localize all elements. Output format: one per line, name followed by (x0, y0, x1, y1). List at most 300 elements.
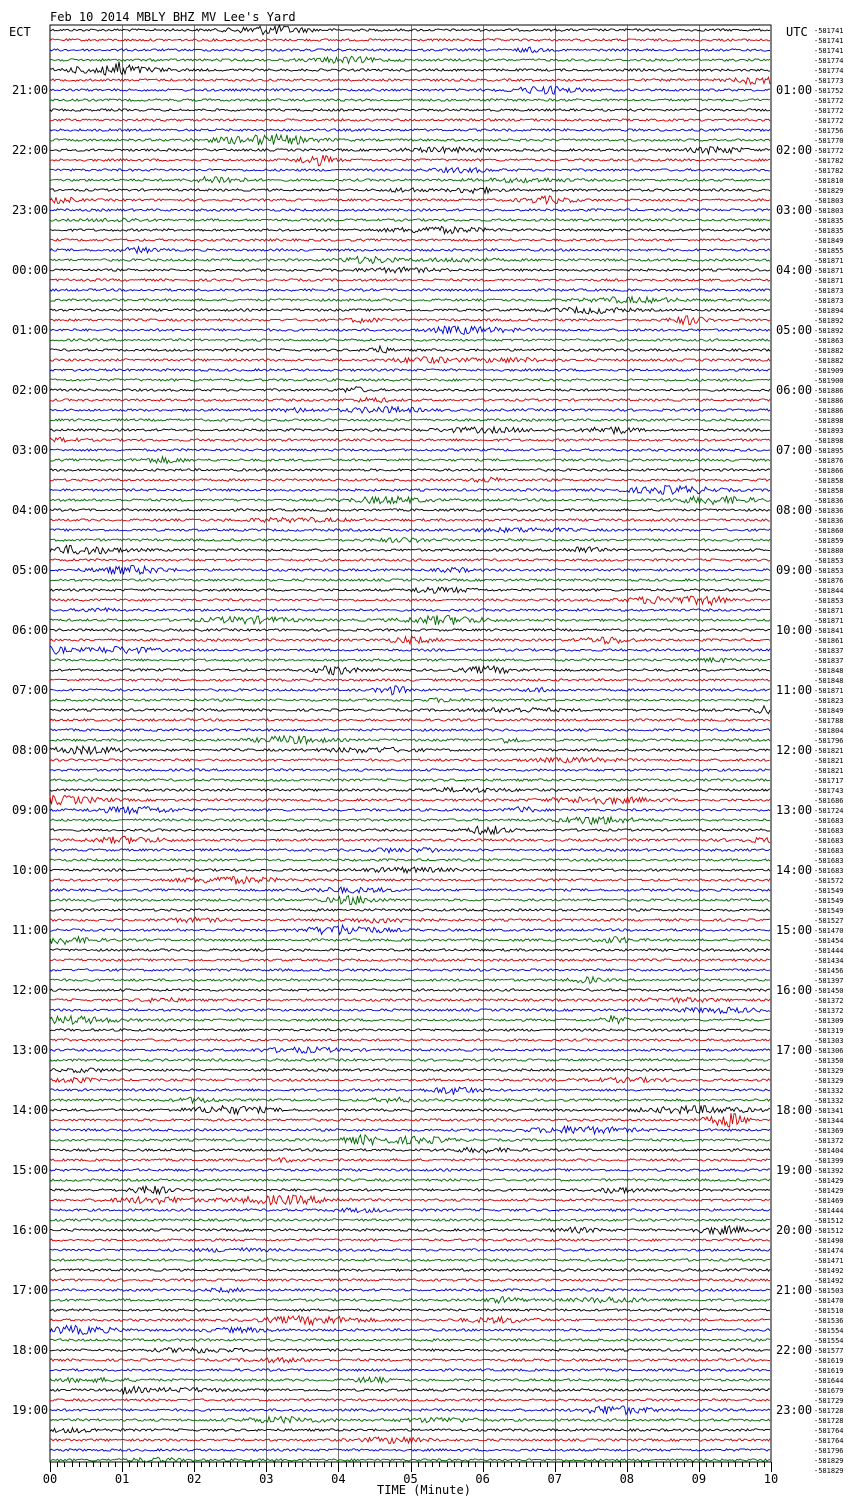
trace-value-label: -581893 (814, 427, 844, 435)
trace-138 (50, 1399, 770, 1401)
x-tick-label: 09 (691, 1472, 707, 1486)
trace-value-label: -581743 (814, 787, 844, 795)
trace-127 (50, 1288, 770, 1293)
trace-100 (50, 1015, 770, 1024)
trace-value-label: -581619 (814, 1367, 844, 1375)
right-hour-label: 11:00 (776, 683, 813, 697)
trace-56 (50, 579, 770, 581)
trace-value-label: -581853 (814, 557, 844, 565)
trace-29 (50, 307, 770, 314)
trace-value-label: -581644 (814, 1377, 844, 1385)
trace-value-label: -581350 (814, 1057, 844, 1065)
trace-104 (50, 1059, 770, 1061)
left-hour-label: 16:00 (12, 1223, 49, 1237)
trace-92 (50, 937, 770, 945)
trace-63 (50, 646, 770, 654)
trace-67 (50, 686, 770, 695)
left-hour-label: 07:00 (12, 683, 49, 697)
trace-value-label: -581774 (814, 67, 844, 75)
trace-value-label: -581871 (814, 687, 844, 695)
trace-value-label: -581861 (814, 637, 844, 645)
trace-value-label: -581770 (814, 137, 844, 145)
left-hour-label: 22:00 (12, 143, 49, 157)
left-hour-label: 00:00 (12, 263, 49, 277)
left-hour-label: 17:00 (12, 1283, 49, 1297)
trace-value-label: -581471 (814, 1257, 844, 1265)
trace-1 (50, 25, 770, 35)
trace-value-label: -581329 (814, 1077, 844, 1085)
trace-136 (50, 1377, 770, 1383)
trace-value-label: -581764 (814, 1427, 844, 1435)
trace-value-label: -581848 (814, 677, 844, 685)
trace-value-label: -581871 (814, 607, 844, 615)
trace-group (50, 25, 770, 1462)
trace-value-label: -581821 (814, 767, 844, 775)
trace-value-label: -581450 (814, 987, 844, 995)
trace-5 (50, 62, 770, 75)
trace-23 (50, 247, 770, 253)
trace-131 (50, 1325, 770, 1334)
trace-8 (50, 99, 770, 101)
trace-60 (50, 615, 770, 625)
x-axis-label: TIME (Minute) (377, 1483, 471, 1497)
trace-value-label: -581683 (814, 857, 844, 865)
trace-value-label: -581536 (814, 1317, 844, 1325)
trace-value-labels (814, 27, 844, 1475)
right-hour-label: 13:00 (776, 803, 813, 817)
right-hour-label: 09:00 (776, 563, 813, 577)
x-tick-label: 02 (186, 1472, 202, 1486)
trace-value-label: -581882 (814, 357, 844, 365)
left-hour-label: 21:00 (12, 83, 49, 97)
right-hour-label: 05:00 (776, 323, 813, 337)
trace-17 (50, 187, 770, 194)
trace-18 (50, 196, 770, 204)
trace-value-label: -581329 (814, 1067, 844, 1075)
trace-value-label: -581829 (814, 1457, 844, 1465)
trace-value-label: -581399 (814, 1157, 844, 1165)
x-tick-label: 00 (42, 1472, 58, 1486)
trace-value-label: -581492 (814, 1267, 844, 1275)
x-tick-label: 06 (475, 1472, 490, 1486)
left-hour-label: 15:00 (12, 1163, 49, 1177)
trace-value-label: -581454 (814, 937, 844, 945)
trace-49 (50, 509, 770, 511)
trace-20 (50, 218, 770, 222)
trace-value-label: -581444 (814, 947, 844, 955)
trace-value-label: -581372 (814, 997, 844, 1005)
left-hour-label: 03:00 (12, 443, 49, 457)
trace-value-label: -581549 (814, 897, 844, 905)
trace-value-label: -581796 (814, 1447, 844, 1455)
trace-value-label: -581873 (814, 297, 844, 305)
right-hour-label: 08:00 (776, 503, 813, 517)
trace-value-label: -581782 (814, 157, 844, 165)
trace-134 (50, 1358, 770, 1363)
trace-61 (50, 629, 770, 631)
left-hour-label: 12:00 (12, 983, 49, 997)
right-hour-label: 17:00 (776, 1043, 813, 1057)
trace-37 (50, 387, 770, 393)
x-tick-label: 03 (259, 1472, 274, 1486)
trace-39 (50, 407, 770, 414)
trace-121 (50, 1226, 770, 1235)
trace-value-label: -581796 (814, 737, 844, 745)
trace-99 (50, 1007, 770, 1013)
trace-130 (50, 1316, 770, 1325)
trace-value-label: -581859 (814, 537, 844, 545)
x-tick-label: 07 (547, 1472, 562, 1486)
trace-90 (50, 917, 770, 923)
right-hour-label: 22:00 (776, 1343, 813, 1357)
trace-value-label: -581788 (814, 717, 844, 725)
trace-4 (50, 56, 770, 63)
trace-value-label: -581894 (814, 307, 844, 315)
x-tick-label: 04 (331, 1472, 346, 1486)
trace-71 (50, 729, 770, 731)
left-axis-label: ECT (9, 25, 31, 39)
trace-value-label: -581510 (814, 1307, 844, 1315)
trace-value-label: -581492 (814, 1277, 844, 1285)
trace-9 (50, 109, 770, 111)
trace-value-label: -581469 (814, 1197, 844, 1205)
trace-77 (50, 788, 770, 793)
trace-19 (50, 209, 770, 211)
trace-value-label: -581773 (814, 77, 844, 85)
trace-value-label: -581836 (814, 507, 844, 515)
trace-value-label: -581909 (814, 367, 844, 375)
trace-41 (50, 427, 770, 434)
trace-10 (50, 119, 770, 121)
right-hour-label: 02:00 (776, 143, 813, 157)
trace-value-label: -581803 (814, 197, 844, 205)
trace-137 (50, 1386, 770, 1393)
trace-value-label: -581853 (814, 597, 844, 605)
trace-58 (50, 596, 770, 605)
trace-value-label: -581876 (814, 457, 844, 465)
trace-126 (50, 1279, 770, 1281)
trace-82 (50, 836, 770, 844)
trace-115 (50, 1169, 770, 1171)
chart-title: Feb 10 2014 MBLY BHZ MV Lee's Yard (50, 10, 296, 24)
trace-128 (50, 1297, 770, 1304)
trace-value-label: -581855 (814, 247, 844, 255)
trace-value-label: -581397 (814, 977, 844, 985)
left-hour-label: 05:00 (12, 563, 49, 577)
trace-value-label: -581804 (814, 727, 844, 735)
trace-25 (50, 267, 770, 273)
trace-132 (50, 1339, 770, 1341)
left-hour-label: 13:00 (12, 1043, 49, 1057)
trace-value-label: -581823 (814, 697, 844, 705)
trace-value-label: -581512 (814, 1217, 844, 1225)
trace-44 (50, 457, 770, 464)
trace-value-label: -581853 (814, 567, 844, 575)
trace-118 (50, 1195, 770, 1205)
trace-73 (50, 746, 770, 754)
trace-84 (50, 859, 770, 861)
trace-value-label: -581456 (814, 967, 844, 975)
left-hour-label: 06:00 (12, 623, 49, 637)
left-hour-label: 23:00 (12, 203, 49, 217)
trace-value-label: -581470 (814, 1297, 844, 1305)
x-tick-label: 01 (114, 1472, 130, 1486)
trace-value-label: -581871 (814, 617, 844, 625)
trace-value-label: -581810 (814, 177, 844, 185)
trace-105 (50, 1068, 770, 1073)
trace-value-label: -581835 (814, 217, 844, 225)
trace-value-label: -581717 (814, 777, 844, 785)
trace-value-label: -581404 (814, 1147, 844, 1155)
trace-142 (50, 1437, 770, 1443)
trace-69 (50, 706, 770, 714)
trace-78 (50, 795, 770, 804)
right-hour-label: 10:00 (776, 623, 813, 637)
trace-value-label: -581572 (814, 877, 844, 885)
trace-value-label: -581821 (814, 747, 844, 755)
trace-81 (50, 826, 770, 835)
left-hour-label: 02:00 (12, 383, 49, 397)
trace-value-label: -581900 (814, 377, 844, 385)
trace-value-label: -581729 (814, 1397, 844, 1405)
trace-124 (50, 1259, 770, 1261)
right-hour-label: 23:00 (776, 1403, 813, 1417)
trace-value-label: -581837 (814, 647, 844, 655)
trace-value-label: -581429 (814, 1187, 844, 1195)
trace-value-label: -581782 (814, 167, 844, 175)
trace-value-label: -581803 (814, 207, 844, 215)
trace-3 (50, 47, 770, 53)
trace-33 (50, 346, 770, 353)
trace-94 (50, 959, 770, 961)
right-axis-label: UTC (786, 25, 808, 39)
trace-value-label: -581836 (814, 517, 844, 525)
trace-value-label: -581873 (814, 287, 844, 295)
left-hour-label: 18:00 (12, 1343, 49, 1357)
trace-86 (50, 876, 770, 884)
trace-value-label: -581490 (814, 1237, 844, 1245)
left-hour-label: 09:00 (12, 803, 49, 817)
trace-value-label: -581319 (814, 1027, 844, 1035)
trace-value-label: -581756 (814, 127, 844, 135)
trace-value-label: -581444 (814, 1207, 844, 1215)
trace-value-label: -581821 (814, 757, 844, 765)
trace-76 (50, 779, 770, 781)
trace-55 (50, 565, 770, 574)
trace-value-label: -581882 (814, 347, 844, 355)
trace-114 (50, 1158, 770, 1163)
trace-116 (50, 1179, 770, 1181)
trace-value-label: -581619 (814, 1357, 844, 1365)
trace-14 (50, 155, 770, 166)
trace-32 (50, 339, 770, 341)
left-hour-label: 11:00 (12, 923, 49, 937)
trace-117 (50, 1186, 770, 1194)
trace-75 (50, 769, 770, 771)
left-hour-label: 04:00 (12, 503, 49, 517)
trace-30 (50, 316, 770, 325)
right-hour-label: 12:00 (776, 743, 813, 757)
trace-113 (50, 1147, 770, 1153)
trace-12 (50, 134, 770, 145)
trace-value-label: -581849 (814, 707, 844, 715)
trace-74 (50, 758, 770, 763)
trace-141 (50, 1428, 770, 1433)
trace-70 (50, 719, 770, 721)
trace-36 (50, 379, 770, 381)
trace-119 (50, 1208, 770, 1213)
trace-value-label: -581898 (814, 417, 844, 425)
trace-51 (50, 528, 770, 533)
trace-value-label: -581679 (814, 1387, 844, 1395)
trace-value-label: -581858 (814, 487, 844, 495)
trace-value-label: -581876 (814, 577, 844, 585)
left-hour-label: 01:00 (12, 323, 49, 337)
right-hour-label: 15:00 (776, 923, 813, 937)
trace-value-label: -581554 (814, 1337, 844, 1345)
trace-value-label: -581503 (814, 1287, 844, 1295)
trace-143 (50, 1449, 770, 1451)
trace-79 (50, 807, 770, 814)
trace-value-label: -581741 (814, 27, 844, 35)
trace-value-label: -581392 (814, 1167, 844, 1175)
trace-28 (50, 297, 770, 303)
trace-value-label: -581886 (814, 387, 844, 395)
trace-135 (50, 1369, 770, 1371)
trace-42 (50, 437, 770, 442)
trace-value-label: -581849 (814, 237, 844, 245)
trace-15 (50, 168, 770, 173)
trace-value-label: -581341 (814, 1107, 844, 1115)
trace-value-label: -581871 (814, 257, 844, 265)
trace-value-label: -581892 (814, 327, 844, 335)
trace-value-label: -581837 (814, 657, 844, 665)
trace-6 (50, 77, 770, 84)
trace-91 (50, 925, 770, 934)
trace-57 (50, 587, 770, 593)
trace-value-label: -581683 (814, 837, 844, 845)
trace-value-label: -581764 (814, 1437, 844, 1445)
trace-102 (50, 1039, 770, 1041)
trace-89 (50, 909, 770, 911)
trace-value-label: -581683 (814, 827, 844, 835)
trace-value-label: -581303 (814, 1037, 844, 1045)
trace-72 (50, 736, 770, 744)
trace-value-label: -581549 (814, 907, 844, 915)
trace-64 (50, 658, 770, 662)
trace-7 (50, 86, 770, 94)
trace-80 (50, 817, 770, 825)
left-hour-label: 08:00 (12, 743, 49, 757)
right-hour-label: 14:00 (776, 863, 813, 877)
right-hour-label: 04:00 (776, 263, 813, 277)
x-tick-label: 05 (403, 1472, 418, 1486)
trace-value-label: -581898 (814, 437, 844, 445)
trace-value-label: -581683 (814, 847, 844, 855)
trace-50 (50, 517, 770, 522)
trace-value-label: -581683 (814, 817, 844, 825)
trace-46 (50, 477, 770, 482)
trace-54 (50, 559, 770, 561)
trace-120 (50, 1219, 770, 1221)
trace-22 (50, 239, 770, 241)
trace-value-label: -581848 (814, 667, 844, 675)
trace-value-label: -581829 (814, 1467, 844, 1475)
trace-value-label: -581871 (814, 267, 844, 275)
trace-value-label: -581741 (814, 47, 844, 55)
trace-value-label: -581554 (814, 1327, 844, 1335)
trace-13 (50, 147, 770, 154)
trace-24 (50, 257, 770, 264)
trace-83 (50, 848, 770, 853)
trace-16 (50, 177, 770, 183)
right-hour-label: 19:00 (776, 1163, 813, 1177)
trace-66 (50, 679, 770, 681)
trace-value-label: -581728 (814, 1407, 844, 1415)
right-hour-label: 18:00 (776, 1103, 813, 1117)
trace-value-label: -581434 (814, 957, 844, 965)
left-hour-labels (12, 83, 48, 1417)
right-hour-label: 06:00 (776, 383, 813, 397)
trace-value-label: -581527 (814, 917, 844, 925)
trace-98 (50, 997, 770, 1002)
trace-value-label: -581728 (814, 1417, 844, 1425)
trace-53 (50, 546, 770, 555)
trace-value-label: -581474 (814, 1247, 844, 1255)
trace-38 (50, 398, 770, 403)
trace-125 (50, 1269, 770, 1271)
trace-88 (50, 896, 770, 905)
plot-border (50, 25, 771, 1462)
trace-value-label: -581686 (814, 797, 844, 805)
trace-value-label: -581344 (814, 1117, 844, 1125)
trace-value-label: -581429 (814, 1177, 844, 1185)
trace-value-label: -581836 (814, 497, 844, 505)
right-hour-label: 07:00 (776, 443, 813, 457)
trace-value-label: -581683 (814, 867, 844, 875)
trace-value-label: -581369 (814, 1127, 844, 1135)
trace-value-label: -581860 (814, 527, 844, 535)
trace-123 (50, 1248, 770, 1252)
trace-value-label: -581512 (814, 1227, 844, 1235)
trace-value-label: -581549 (814, 887, 844, 895)
trace-107 (50, 1087, 770, 1095)
trace-110 (50, 1113, 770, 1127)
trace-21 (50, 227, 770, 234)
trace-value-label: -581772 (814, 107, 844, 115)
trace-value-label: -581863 (814, 337, 844, 345)
right-hour-label: 16:00 (776, 983, 813, 997)
trace-value-label: -581724 (814, 807, 844, 815)
trace-value-label: -581309 (814, 1017, 844, 1025)
trace-133 (50, 1348, 770, 1353)
trace-value-label: -581880 (814, 547, 844, 555)
trace-31 (50, 326, 770, 334)
left-hour-label: 10:00 (12, 863, 49, 877)
trace-87 (50, 887, 770, 893)
trace-value-label: -581306 (814, 1047, 844, 1055)
right-hour-label: 01:00 (776, 83, 813, 97)
trace-112 (50, 1135, 770, 1145)
trace-value-label: -581741 (814, 37, 844, 45)
trace-106 (50, 1077, 770, 1083)
trace-65 (50, 666, 770, 675)
trace-value-label: -581772 (814, 147, 844, 155)
trace-96 (50, 977, 770, 984)
trace-108 (50, 1097, 770, 1103)
trace-value-label: -581752 (814, 87, 844, 95)
x-tick-label: 10 (763, 1472, 779, 1486)
